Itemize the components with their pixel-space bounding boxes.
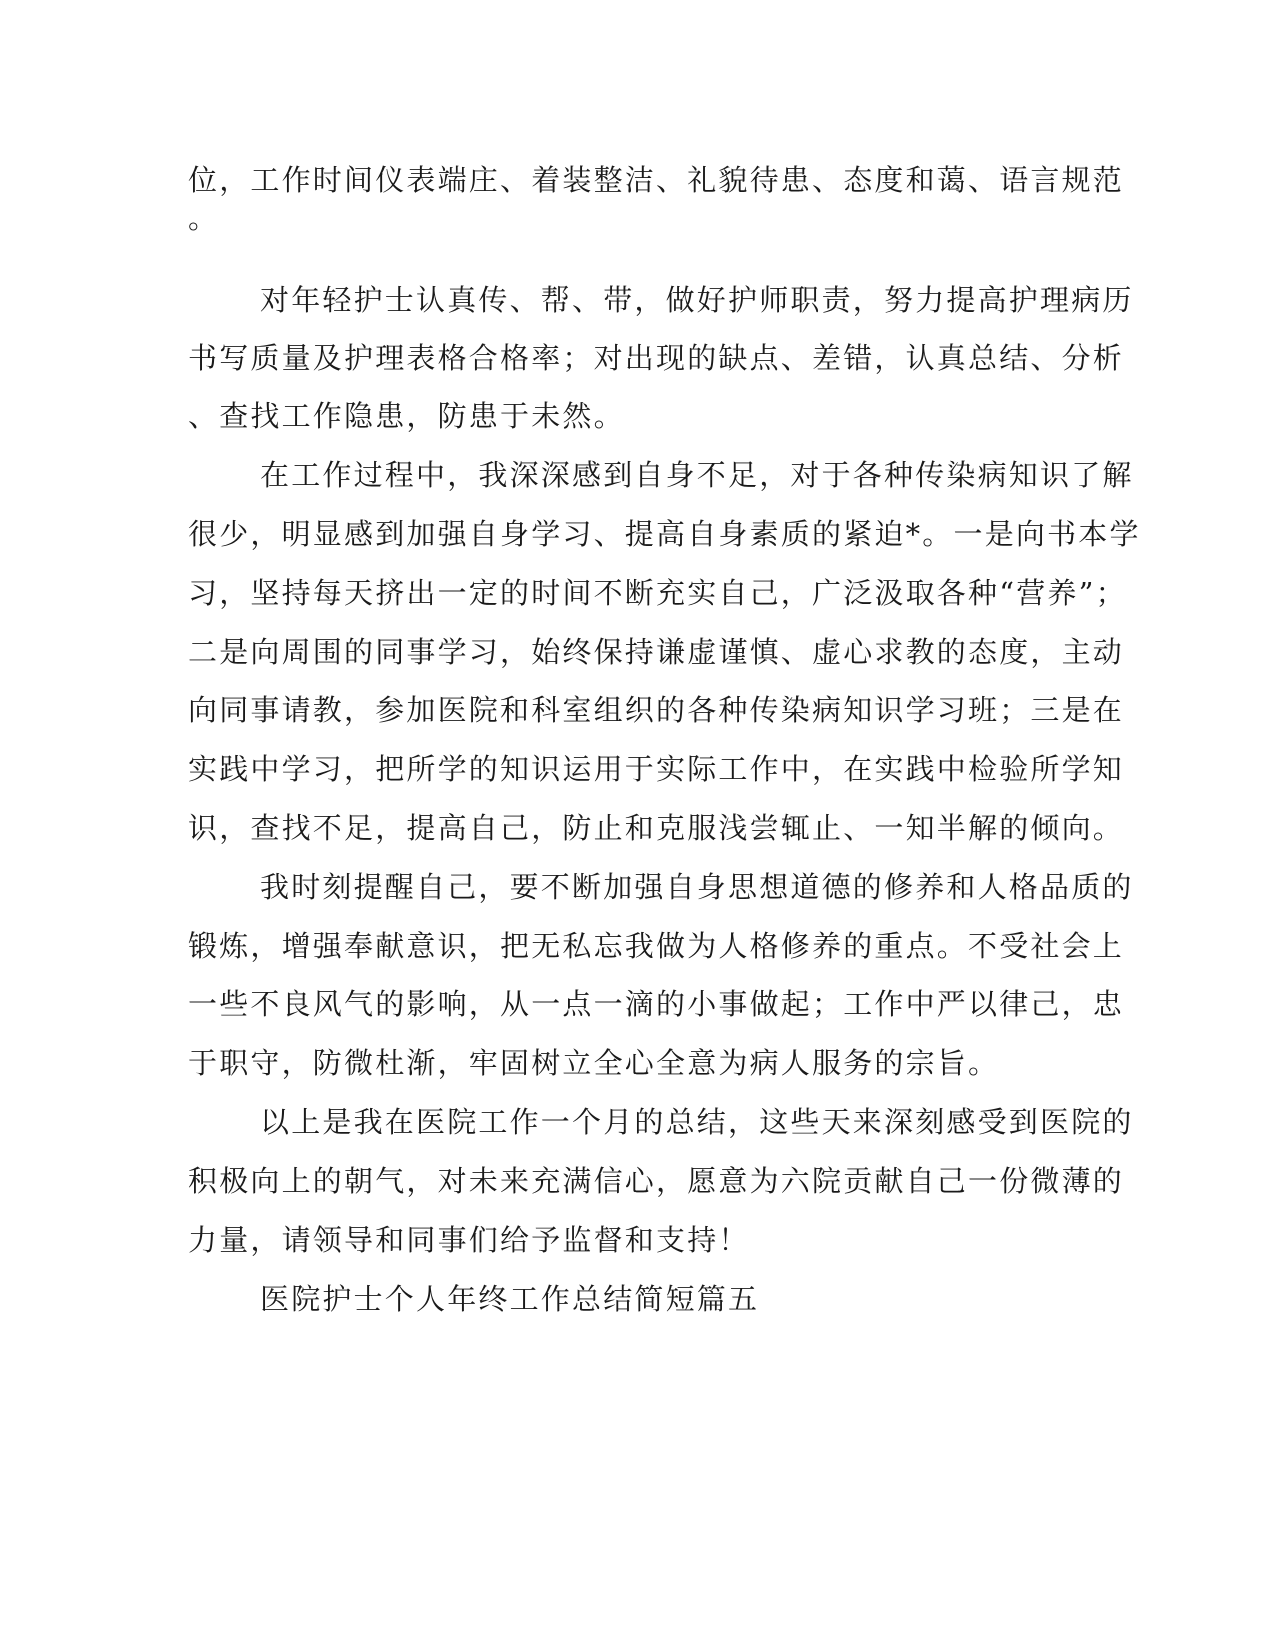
paragraph-line: 力量，请领导和同事们给予监督和支持！ (188, 1223, 750, 1257)
paragraph-line: 锻炼，增强奉献意识，把无私忘我做为人格修养的重点。不受社会上 (188, 929, 1125, 963)
paragraph-line: 习，坚持每天挤出一定的时间不断充实自己，广泛汲取各种“营养”； (188, 576, 1127, 610)
paragraph-line: 积极向上的朝气，对未来充满信心，愿意为六院贡献自己一份微薄的 (188, 1164, 1125, 1198)
paragraph-line: 在工作过程中，我深深感到自身不足，对于各种传染病知识了解 (260, 458, 1134, 492)
paragraph-line: 书写质量及护理表格合格率；对出现的缺点、差错，认真总结、分析 (188, 341, 1125, 375)
paragraph-line: 识，查找不足，提高自己，防止和克服浅尝辄止、一知半解的倾向。 (188, 811, 1125, 845)
paragraph-line: 向同事请教，参加医院和科室组织的各种传染病知识学习班；三是在 (188, 693, 1125, 727)
paragraph-line: 、查找工作隐患，防患于未然。 (188, 399, 625, 433)
paragraph-line: 二是向周围的同事学习，始终保持谦虚谨慎、虚心求教的态度，主动 (188, 635, 1125, 669)
paragraph-line: 于职守，防微杜渐，牢固树立全心全意为病人服务的宗旨。 (188, 1046, 1000, 1080)
paragraph-line: 实践中学习，把所学的知识运用于实际工作中，在实践中检验所学知 (188, 752, 1125, 786)
paragraph-line: 。 (188, 201, 220, 235)
paragraph-line: 我时刻提醒自己，要不断加强自身思想道德的修养和人格品质的 (260, 870, 1134, 904)
paragraph-line: 一些不良风气的影响，从一点一滴的小事做起；工作中严以律己，忠 (188, 987, 1125, 1021)
paragraph-line: 很少，明显感到加强自身学习、提高自身素质的紧迫*。一是向书本学 (188, 517, 1141, 551)
section-heading: 医院护士个人年终工作总结简短篇五 (260, 1282, 760, 1316)
paragraph-line: 位，工作时间仪表端庄、着装整洁、礼貌待患、态度和蔼、语言规范 (188, 163, 1125, 197)
paragraph-line: 以上是我在医院工作一个月的总结，这些天来深刻感受到医院的 (260, 1105, 1134, 1139)
paragraph-line: 对年轻护士认真传、帮、带，做好护师职责，努力提高护理病历 (260, 283, 1134, 317)
